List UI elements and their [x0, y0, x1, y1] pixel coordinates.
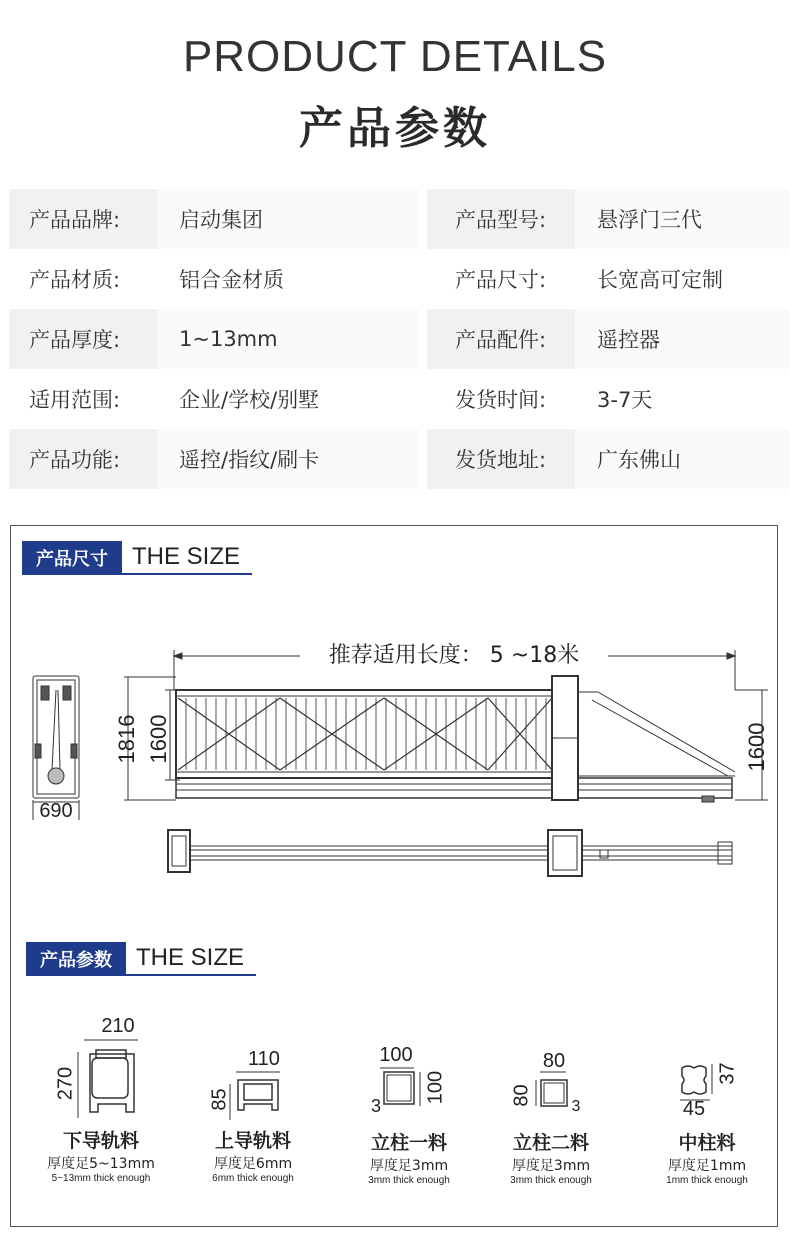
part-thickness: 厚度足5~13mm	[47, 1156, 155, 1172]
spec-value: 启动集团	[157, 189, 419, 249]
part-caption	[484, 1128, 618, 1186]
dim-total-height: 1816	[114, 714, 139, 764]
spec-key: 产品配件:	[427, 309, 575, 369]
dim-side-width: 690	[39, 800, 73, 822]
part-name: 中柱料	[678, 1132, 736, 1154]
part-name: 上导轨料	[214, 1130, 291, 1152]
post-two-dim-t: 3	[571, 1098, 581, 1115]
spec-value: 3-7天	[575, 369, 789, 429]
part-thickness-en: 3mm thick enough	[368, 1175, 450, 1186]
lower-rail-dim-w: 210	[101, 1015, 135, 1037]
part-name: 立柱一料	[370, 1132, 447, 1154]
spec-key: 发货时间:	[427, 369, 575, 429]
part-caption	[640, 1128, 774, 1186]
spec-value: 铝合金材质	[157, 249, 419, 309]
post-one-dim-h: 100	[424, 1070, 447, 1105]
part-thickness: 厚度足1mm	[667, 1158, 747, 1174]
part-name: 立柱二料	[512, 1132, 589, 1154]
spec-key: 适用范围:	[9, 369, 157, 429]
param-tag-en: THE SIZE	[126, 942, 256, 976]
post-one-dim-w: 100	[379, 1044, 413, 1066]
part-caption	[30, 1126, 172, 1184]
spec-key: 产品功能:	[9, 429, 157, 489]
spec-value: 企业/学校/别墅	[157, 369, 419, 429]
part-caption	[186, 1126, 320, 1184]
post-two-dim-w: 80	[542, 1050, 566, 1072]
part-thickness: 厚度足6mm	[213, 1156, 293, 1172]
dim-gate-height: 1600	[146, 714, 171, 764]
spec-value: 遥控/指纹/刷卡	[157, 429, 419, 489]
part-thickness: 厚度足3mm	[511, 1158, 591, 1174]
middle-post-dim-w: 45	[682, 1098, 706, 1120]
spec-value: 遥控器	[575, 309, 789, 369]
upper-rail-dim-w: 110	[248, 1048, 280, 1070]
spec-key: 产品尺寸:	[427, 249, 575, 309]
lower-rail-profile-icon	[78, 1040, 138, 1118]
spec-value: 长宽高可定制	[575, 249, 789, 309]
gate-bars	[186, 698, 546, 770]
spec-value: 广东佛山	[575, 429, 789, 489]
part-thickness: 厚度足3mm	[369, 1158, 449, 1174]
part-thickness-en: 3mm thick enough	[510, 1175, 592, 1186]
side-view	[33, 676, 79, 820]
middle-post-profile-icon	[680, 1064, 712, 1100]
spec-value: 1~13mm	[157, 309, 419, 369]
spec-value: 悬浮门三代	[575, 189, 789, 249]
part-thickness-en: 5~13mm thick enough	[51, 1173, 151, 1184]
post-one-profile-icon	[380, 1068, 420, 1106]
spec-key: 产品型号:	[427, 189, 575, 249]
page-title-cn: 产品参数	[299, 103, 491, 154]
middle-post-dim-h: 37	[716, 1062, 739, 1085]
post-two-dim-h: 80	[510, 1084, 533, 1107]
spec-key: 发货地址:	[427, 429, 575, 489]
upper-rail-profile-icon	[230, 1072, 280, 1120]
post-one-dim-t: 3	[370, 1096, 381, 1116]
part-caption	[342, 1128, 476, 1186]
part-name: 下导轨料	[62, 1130, 139, 1152]
upper-rail-dim-h: 85	[208, 1088, 231, 1111]
part-thickness-en: 6mm thick enough	[212, 1173, 294, 1184]
page-title-en: PRODUCT DETAILS	[182, 32, 608, 81]
size-tag-en: THE SIZE	[122, 541, 252, 575]
param-section-tag	[26, 942, 256, 976]
dim-tail-height: 1600	[744, 722, 769, 772]
spec-key: 产品厚度:	[9, 309, 157, 369]
param-tag-cn: 产品参数	[26, 942, 126, 976]
spec-key: 产品品牌:	[9, 189, 157, 249]
spec-key: 产品材质:	[9, 249, 157, 309]
length-label: 推荐适用长度： 5 ~18米	[328, 643, 580, 668]
lower-rail-dim-h: 270	[54, 1066, 77, 1101]
cross-brace	[178, 698, 280, 770]
size-tag-cn: 产品尺寸	[22, 541, 122, 575]
part-thickness-en: 1mm thick enough	[666, 1175, 748, 1186]
cross-brace	[488, 698, 552, 770]
post-two-profile-icon	[536, 1072, 567, 1106]
